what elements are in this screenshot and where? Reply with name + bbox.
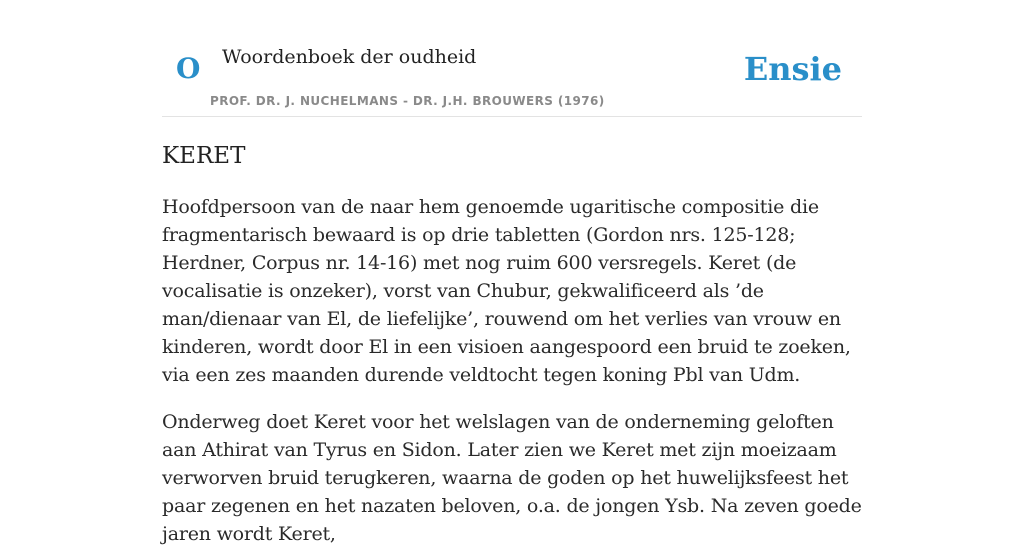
book-title[interactable]: Woordenboek der oudheid <box>222 46 477 68</box>
book-logo-icon[interactable]: O <box>176 52 201 85</box>
entry-title: KERET <box>162 143 246 169</box>
page-container <box>162 0 862 548</box>
entry-paragraph: Hoofdpersoon van de naar hem genoemde ugaritische compositie die fragmentarisch bewaard is op drie tabletten (Gordon nrs. 125-128; Herdner, Corpus nr. 14-16) met nog ruim 600 versregels. Keret (de vocalisatie is onzeker), vorst van Chubur, gekwalificeerd als ’de man/dienaar van El, de liefelijke’, rouwend om het verlies van vrouw en kinderen, wordt door El in een visioen aangespoord een bruid te zoeken, via een zes maanden durende veldtocht tegen koning Pbl van Udm. <box>162 196 851 386</box>
book-authors: PROF. DR. J. NUCHELMANS - DR. J.H. BROUWERS (1976) <box>210 94 605 108</box>
page-header <box>162 0 862 117</box>
entry-paragraph: Onderweg doet Keret voor het welslagen van de onderneming geloften aan Athirat van Tyrus en Sidon. Later zien we Keret met zijn moeizaam verworven bruid terugkeren, waarna de goden op het huwelijksfeest het paar zegenen en het nazaten beloven, o.a. de jongen Ysb. Na zeven goede jaren wordt Keret, <box>162 411 862 545</box>
ensie-logo[interactable]: Ensie <box>743 50 842 88</box>
